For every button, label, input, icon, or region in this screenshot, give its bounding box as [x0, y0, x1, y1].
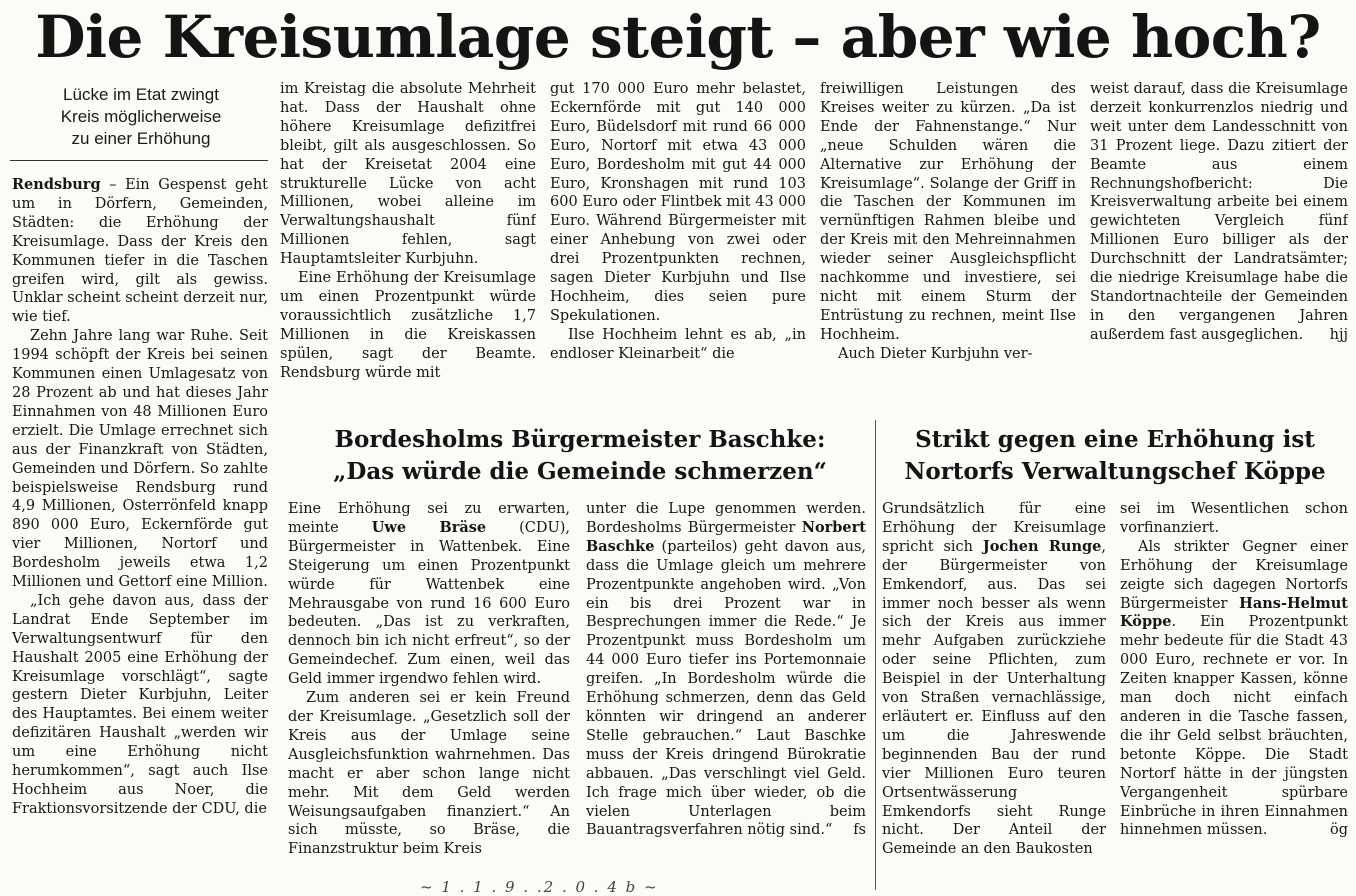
- paragraph: Eine Erhöhung sei zu erwarten, meinte Uwe Bräse (CDU), Bürgermeister in Wattenbek. Eine Steigerung um einen Prozentpunkt würde für Wattenbek eine Mehrausgabe von rund 16 600 Euro bedeuten. „Das ist zu verkraften, dennoch bin ich nicht erfreut“, so der Gemeindechef. Zum einen, weil das Geld immer irgendwo fehlen wird.: [288, 501, 570, 688]
- main-article-column-1: [12, 176, 268, 896]
- kicker: [14, 84, 268, 150]
- paragraph: Rendsburg – Ein Gespenst geht um in Dörfern, Gemeinden, Städten: die Erhöhung der Kreisumlage. Dass der Kreis den Kommunen tiefer in die Taschen greifen wird, gilt als gewiss. Unklar scheint scheint derzeit nur, wie tief.: [12, 176, 268, 326]
- paragraph: Als strikter Gegner einer Erhöhung der Kreisumlage zeigte sich dagegen Nortorfs Bürgermeister Hans-Helmut Köppe. Ein Prozentpunkt mehr bedeute für die Stadt 43 000 Euro, rechnete er vor. In Zeiten knapper Kassen, könne man doch nicht einfach anderen in die Tasche fassen, die ihr Geld selbst bräuchten, betonte Köppe. Die Stadt Nortorf hätte in der jüngsten Vergangenheit spürbare Einbrüche in ihren Einnahmen hinnehmen müssen. ög: [1120, 538, 1348, 839]
- paragraph: Eine Erhöhung der Kreisumlage um einen Prozentpunkt würde voraussichtlich zusätzliche 1,7 Millionen in die Kreiskassen spülen, sagt der Beamte. Rendsburg würde mit: [280, 270, 536, 381]
- kicker-divider: [10, 160, 268, 161]
- paragraph: unter die Lupe genommen werden. Bordesholms Bürgermeister Norbert Baschke (parteilos) geht davon aus, dass die Umlage gleich um mehrere Prozentpunkte angehoben wird. „Von ein bis drei Prozent war in Besprechungen immer die Rede.“ Je Prozentpunkt muss Bordesholm um 44 000 Euro tiefer ins Portemonnaie greifen. „In Bordesholm würde die Erhöhung schmerzen, denn das Geld könnten wir dringend an anderer Stelle gebrauchen.“ Laut Baschke muss der Kreis dringend Bürokratie abbauen. „Das verschlingt viel Geld. Ich frage mich über wieder, ob die vielen Unterlagen beim Bauantragsverfahren nötig sind.“ fs: [586, 501, 866, 839]
- kicker-line: Kreis möglicherweise: [60, 107, 222, 126]
- paragraph: im Kreistag die absolute Mehrheit hat. Dass der Haushalt ohne höhere Kreisumlage defizitfrei bleibt, gilt als ausgeschlossen. So hat der Kreisetat 2004 eine strukturelle Lücke von acht Millionen, wobei alleine im Verwaltungshaushalt fünf Millionen fehlen, sagt Hauptamtsleiter Kurbjuhn.: [280, 81, 536, 268]
- paragraph: gut 170 000 Euro mehr belastet, Eckernförde mit gut 140 000 Euro, Büdelsdorf mit rund 66 000 Euro, Nortorf mit etwa 43 000 Euro, Bordesholm mit gut 44 000 Euro, Kronshagen mit rund 103 600 Euro oder Flintbek mit 43 000 Euro. Während Bürgermeister mit einer Anhebung von zwei oder drei Prozentpunkten rechnen, sagen Dieter Kurbjuhn und Ilse Hochheim, dies seien pure Spekulationen.: [550, 81, 806, 324]
- paragraph: „Ich gehe davon aus, dass der Landrat Ende September im Verwaltungsentwurf für den Haushalt 2005 eine Erhöhung der Kreisumlage vorschlägt“, sagte gestern Dieter Kurbjuhn, Leiter des Hauptamtes. Bei einem weiter defizitären Haushalt „werden wir um eine Erhöhung nicht herumkommen“, sagt auch Ilse Hochheim aus Noer, die Fraktionsvorsitzende der CDU, die: [12, 592, 268, 817]
- paragraph: weist darauf, dass die Kreisumlage derzeit konkurrenzlos niedrig und weit unter dem Landesschnitt von 31 Prozent liege. Dazu zitiert der Beamte aus einem Rechnungshofbericht: Die Kreisverwaltung arbeite bei einem gewichteten Vergleich fünf Millionen Euro billiger als der Durchschnitt der Landratsämter; die niedrige Kreisumlage habe die Standortnachteile der Gemeinden in den vergangenen Jahren außerdem fast ausgeglichen. hjj: [1090, 81, 1348, 343]
- column-divider: [875, 420, 876, 890]
- article2-headline-line2: „Das würde die Gemeinde schmerzen“: [333, 458, 827, 485]
- article3-column-1: [882, 500, 1106, 896]
- article2-headline-line1: Bordesholms Bürgermeister Baschke:: [334, 426, 826, 453]
- handwritten-date-note: ~ 1 . 1 . 9 . .2 . 0 . 4 b ~: [420, 878, 659, 896]
- main-article-column-3: [550, 80, 806, 390]
- paragraph: Zehn Jahre lang war Ruhe. Seit 1994 schöpft der Kreis bei seinen Kommunen einen Umlagesatz von 28 Prozent ab und hat dieses Jahr Einnahmen von 48 Millionen Euro erzielt. Die Umlage errechnet sich aus der Finanzkraft von Städten, Gemeinden und Dörfern. So zahlte beispielsweise Rendsburg rund 4,9 Millionen, Osterrönfeld knapp 890 000 Euro, Eckernförde gut vier Millionen, Nortorf und Bordesholm jeweils etwa 1,2 Millionen und Gettorf eine Million.: [12, 328, 268, 591]
- main-article-column-5: [1090, 80, 1348, 390]
- article2-column-1: [288, 500, 570, 896]
- paragraph: Auch Dieter Kurbjuhn ver-: [838, 345, 1033, 362]
- article3-column-2: [1120, 500, 1348, 896]
- paragraph: Ilse Hochheim lehnt es ab, „in endloser Kleinarbeit“ die: [550, 326, 806, 362]
- article2-headline: [280, 424, 880, 488]
- main-article-column-2: [280, 80, 536, 390]
- paragraph: Grundsätzlich für eine Erhöhung der Kreisumlage spricht sich Jochen Runge, der Bürgermeister von Emkendorf, aus. Das sei immer noch besser als wenn sich der Kreis aus immer mehr Aufgaben zurückziehe oder seine Pflichten, zum Beispiel in der Unterhaltung von Straßen vernachlässige, erläutert er. Einfluss auf den um die Jahreswende beginnenden Bau der rund vier Millionen Euro teuren Ortsentwässerung Emkendorfs sieht Runge nicht. Der Anteil der Gemeinde an den Baukosten: [882, 501, 1106, 858]
- author-signature: fs: [853, 822, 866, 839]
- headline: Die Kreisumlage steigt – aber wie hoch?: [35, 3, 1321, 71]
- author-signature: ög: [1329, 822, 1348, 839]
- main-article-column-4: [820, 80, 1076, 390]
- article3-headline-line1: Strikt gegen eine Erhöhung ist: [915, 426, 1315, 453]
- kicker-line: zu einer Erhöhung: [71, 129, 211, 148]
- author-signature: hjj: [1329, 326, 1348, 343]
- article2-column-2: [586, 500, 866, 896]
- article3-headline: [880, 424, 1350, 488]
- paragraph: sei im Wesentlichen schon vorfinanziert.: [1120, 501, 1348, 536]
- paragraph: Zum anderen sei er kein Freund der Kreisumlage. „Gesetzlich soll der Kreis aus der Umlage seine Ausgleichsfunktion wahrnehmen. Das macht er aber schon lange nicht mehr. Mit dem Geld werden Weisungsaufgaben finanziert.“ An sich müsste, so Bräse, die Finanzstruktur beim Kreis: [288, 690, 570, 858]
- kicker-line: Lücke im Etat zwingt: [63, 85, 219, 104]
- article3-headline-line2: Nortorfs Verwaltungschef Köppe: [904, 458, 1326, 485]
- paragraph: freiwilligen Leistungen des Kreises weiter zu kürzen. „Da ist Ende der Fahnenstange.“ Nur „neue Schulden wären die Alternative zur Erhöhung der Kreisumlage“. Solange der Griff in die Taschen der Kommunen im vernünftigen Rahmen bleibe und der Kreis mit den Mehreinnahmen wieder seiner Ausgleichspflicht nachkomme und investiere, sei nicht mit einem Sturm der Entrüstung zu rechnen, meint Ilse Hochheim.: [820, 81, 1076, 343]
